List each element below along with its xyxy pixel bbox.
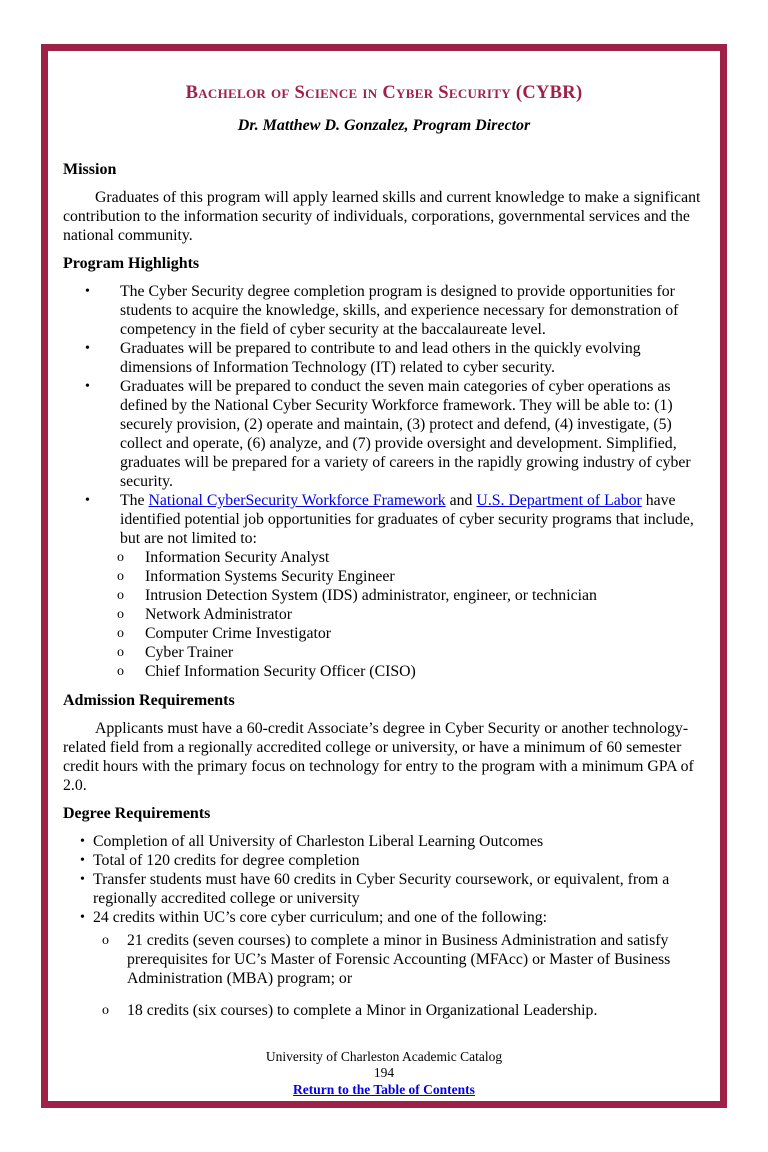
degree-requirement: 24 credits within UC’s core cyber curriculum; and one of the following: [93,909,548,926]
degree-requirements-list [63,832,705,1020]
dept-of-labor-link[interactable]: U.S. Department of Labor [476,492,642,509]
sub-bullet-marker: o [117,664,124,679]
list-item [63,491,705,548]
sub-bullet-marker: o [102,933,109,948]
job-titles-list [63,548,705,681]
text-segment: and [445,492,477,509]
sub-bullet-marker: o [117,645,124,660]
bullet-marker: • [80,872,85,887]
catalog-name: University of Charleston Academic Catalog [265,1048,503,1064]
degree-requirements-heading: Degree Requirements [63,805,211,822]
bullet-marker: • [80,834,85,849]
list-item [63,908,705,927]
degree-requirement: Completion of all University of Charleston Liberal Learning Outcomes [93,833,544,850]
highlight-text: The Cyber Security degree completion program is designed to provide opportunities for students to acquire the knowledge, skills, and experience necessary for demonstration of competency in the field of cyber security at the baccalaureate level. [120,283,679,338]
sub-bullet-marker: o [117,550,124,565]
sub-bullet-marker: o [117,588,124,603]
toc-link-row [63,1082,705,1099]
program-director-subtitle: Dr. Matthew D. Gonzalez, Program Director [237,117,531,134]
list-item [63,624,705,643]
degree-options-sublist [63,931,705,1020]
text-segment: The [120,492,149,509]
job-title: Computer Crime Investigator [145,625,332,642]
highlight-text-with-links [120,491,705,548]
sub-bullet-marker: o [117,626,124,641]
list-item [63,662,705,681]
sub-bullet-marker: o [117,607,124,622]
list-item [63,832,705,851]
list-item [63,1001,705,1020]
list-item [63,567,705,586]
list-item [63,377,705,491]
catalog-page-content [48,51,720,1101]
bullet-marker: • [80,910,85,925]
program-highlights-list [63,282,705,681]
admission-requirements-heading: Admission Requirements [63,692,235,709]
bullet-marker: • [85,379,90,394]
job-title: Network Administrator [145,606,292,623]
highlight-text: Graduates will be prepared to contribute to and lead others in the quickly evolving dimensions of Information Technology (IT) related to cyber security. [120,340,641,376]
degree-option: 18 credits (six courses) to complete a Minor in Organizational Leadership. [127,1002,598,1019]
page-number: 194 [373,1065,395,1080]
bullet-marker: • [80,853,85,868]
return-to-toc-link[interactable]: Return to the Table of Contents [293,1081,475,1097]
degree-option: 21 credits (seven courses) to complete a minor in Business Administration and satisfy prerequisites for UC’s Master of Forensic Accounting (MFAcc) or Master of Business Administration (MBA) program; or [127,932,671,987]
job-title: Information Systems Security Engineer [145,568,395,585]
job-title: Information Security Analyst [145,549,330,566]
list-item [63,605,705,624]
list-item [63,931,705,988]
sub-bullet-marker: o [102,1003,109,1018]
text-segment: have identified potential job opportunities for graduates of cyber security programs that include, but are not limited to: [120,492,694,547]
bullet-marker: • [85,493,90,508]
job-title: Intrusion Detection System (IDS) administrator, engineer, or technician [145,587,597,604]
list-item [63,851,705,870]
list-item [63,339,705,377]
degree-requirement: Total of 120 credits for degree completion [93,852,360,869]
mission-heading: Mission [63,161,117,178]
page-title: Bachelor of Science in Cyber Security (CYBR) [185,83,583,103]
program-highlights-heading: Program Highlights [63,255,200,272]
list-item [63,643,705,662]
list-item [63,548,705,567]
bullet-marker: • [85,284,90,299]
job-title: Chief Information Security Officer (CISO) [145,663,416,680]
highlight-text: Graduates will be prepared to conduct the seven main categories of cyber operations as defined by the National Cyber Security Workforce framework. They will be able to: (1) securely provision, (2) operate and maintain, (3) protect and defend, (4) investigate, (5) collect and operate, (6) analyze, and (7) provide oversight and development. Simplified, graduates will be prepared for a variety of careers in the rapidly growing industry of cyber security. [120,378,691,490]
list-item [63,870,705,908]
job-title: Cyber Trainer [145,644,234,661]
page-footer [63,1049,705,1099]
workforce-framework-link[interactable]: National CyberSecurity Workforce Framework [148,492,446,509]
page-border-frame [41,44,727,1108]
list-item [63,586,705,605]
admission-requirements-paragraph: Applicants must have a 60-credit Associate’s degree in Cyber Security or another technology-related field from a regionally accredited college or university, or have a minimum of 60 semester credit hours with the primary focus on technology for entry to the program with a minimum GPA of 2.0. [63,720,694,794]
sub-bullet-marker: o [117,569,124,584]
degree-requirement: Transfer students must have 60 credits in Cyber Security coursework, or equivalent, from a regionally accredited college or university [93,871,670,907]
bullet-marker: • [85,341,90,356]
list-item [63,282,705,339]
mission-paragraph: Graduates of this program will apply learned skills and current knowledge to make a significant contribution to the information security of individuals, corporations, governmental services and the national community. [63,189,701,244]
